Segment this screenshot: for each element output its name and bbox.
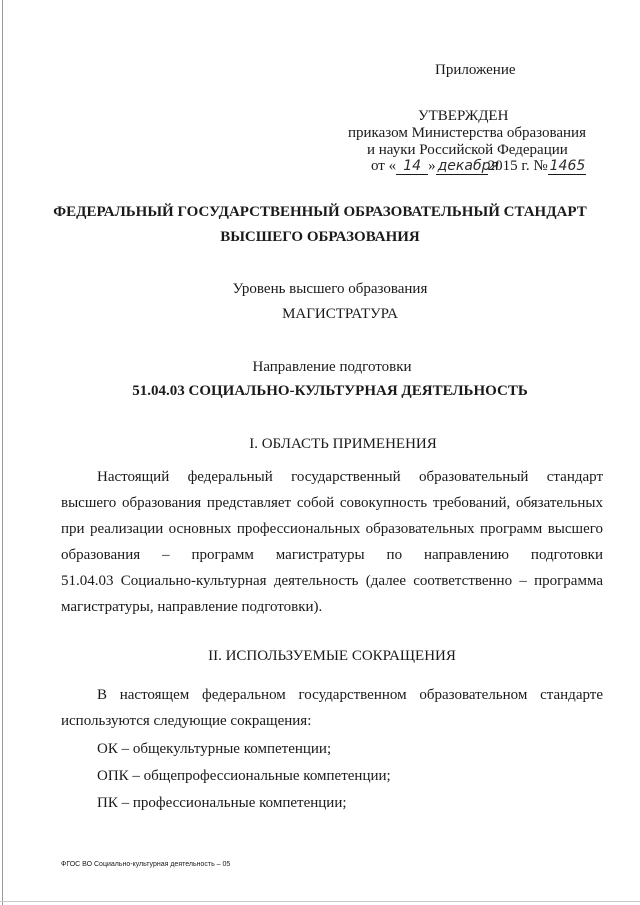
education-level-value: МАГИСТРАТУРА: [282, 306, 398, 322]
section-1-heading: I. ОБЛАСТЬ ПРИМЕНЕНИЯ: [249, 436, 437, 452]
direction-label: Направление подготовки: [252, 359, 412, 375]
section-2-heading: II. ИСПОЛЬЗУЕМЫЕ СОКРАЩЕНИЯ: [208, 648, 456, 664]
order-date-line: [371, 157, 586, 175]
date-prefix: от «: [371, 158, 397, 174]
abbreviation-item: ПК – профессиональные компетенции;: [97, 795, 347, 811]
abbreviation-item: ОПК – общепрофессиональные компетенции;: [97, 768, 391, 784]
page-footer: ФГОС ВО Социально-культурная деятельность – 05: [61, 861, 231, 868]
page-bottom-edge: [0, 901, 640, 902]
education-level-label: Уровень высшего образования: [232, 281, 428, 297]
standard-title-line-1: ФЕДЕРАЛЬНЫЙ ГОСУДАРСТВЕННЫЙ ОБРАЗОВАТЕЛЬНЫЙ СТАНДАРТ: [53, 204, 587, 220]
section-1-line: высшего образования представляет собой совокупность требований, обязательных: [61, 495, 603, 511]
date-year: 2015 г. №: [487, 158, 548, 174]
section-1-line: Настоящий федеральный государственный образовательный стандарт: [97, 469, 603, 485]
date-day-handwritten: 14: [396, 159, 428, 175]
approved-label: УТВЕРЖДЕН: [418, 108, 509, 124]
date-month-handwritten: декабря: [437, 158, 499, 174]
order-line-2: и науки Российской Федерации: [367, 142, 568, 158]
order-line-1: приказом Министерства образования: [348, 125, 586, 141]
section-1-line: 51.04.03 Социально-культурная деятельность (далее соответственно – программа: [61, 573, 603, 589]
standard-title-line-2: ВЫСШЕГО ОБРАЗОВАНИЯ: [220, 229, 420, 245]
direction-value: 51.04.03 СОЦИАЛЬНО-КУЛЬТУРНАЯ ДЕЯТЕЛЬНОСТЬ: [132, 383, 528, 399]
section-1-line: при реализации основных профессиональных образовательных программ высшего: [61, 521, 603, 537]
order-number-handwritten: 1465: [549, 158, 586, 174]
appendix-label: Приложение: [435, 62, 516, 78]
section-1-line-last: магистратуры, направление подготовки).: [61, 599, 323, 615]
abbreviation-item: ОК – общекультурные компетенции;: [97, 741, 332, 757]
section-1-line: образования – программ магистратуры по направлению подготовки: [61, 547, 603, 563]
date-mid: »: [428, 158, 436, 174]
section-2-intro-line-last: используются следующие сокращения:: [61, 713, 312, 729]
section-2-intro-line: В настоящем федеральном государственном образовательном стандарте: [97, 687, 603, 703]
